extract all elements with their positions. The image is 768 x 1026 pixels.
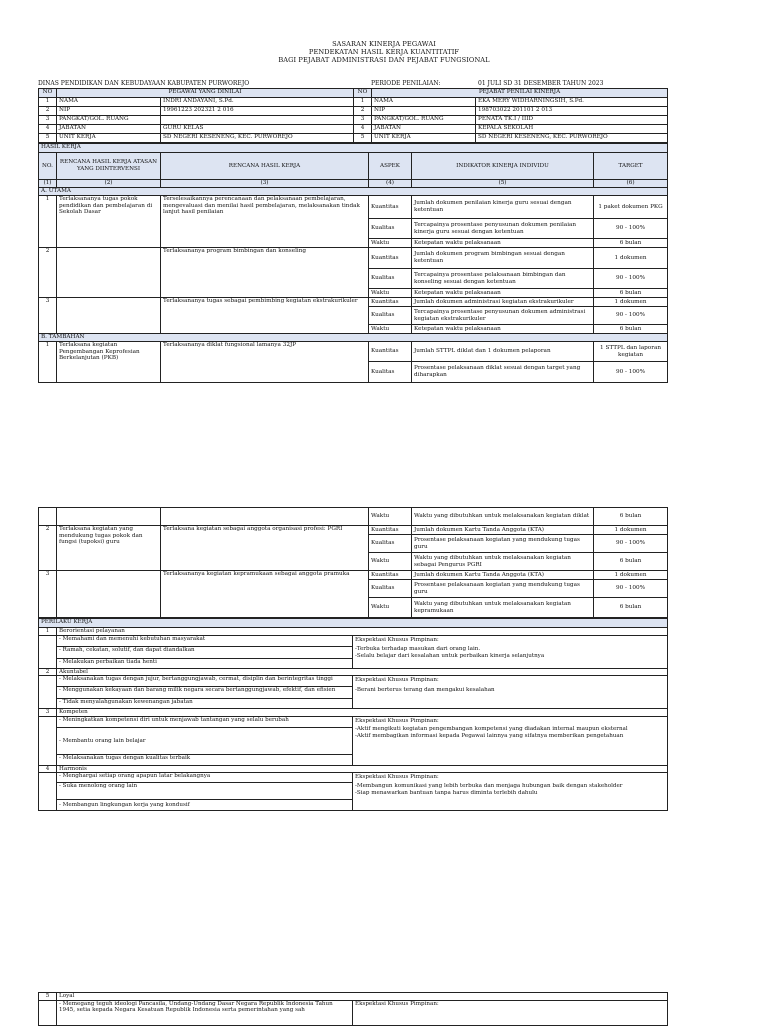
identity-table	[38, 88, 668, 143]
iki: Ketepatan waktu pelaksanaan	[412, 289, 594, 298]
pegawai-header: PEGAWAI YANG DINILAI	[57, 89, 354, 98]
atasan-text: Terlaksana kegiatan yang mendukung tugas pokok dan fungsi (tupoksi) guru	[57, 526, 161, 571]
aspek: Kualitas	[369, 580, 412, 598]
ekspektasi-label: Ekspektasi Khusus Pimpinan:	[355, 677, 439, 684]
perilaku-item	[39, 668, 668, 676]
doc-subtitle-2: BAGI PEJABAT ADMINISTRASI DAN PEJABAT FUNGSIONAL	[278, 56, 490, 65]
perilaku-table-continued	[38, 992, 668, 1026]
aspek: Kualitas	[369, 219, 412, 239]
perilaku-detail	[39, 635, 668, 668]
iki: Waktu yang dibutuhkan untuk melaksanakan kegiatan sebagai Pengurus PGRI	[412, 553, 594, 571]
behavior-point: - Melaksanakan tugas dengan jujur, bertanggungjawab, cermat, disiplin dan berintegritas tinggi	[57, 676, 352, 687]
col-number: (1)	[39, 180, 57, 188]
row-label: JABATAN	[372, 125, 476, 134]
perilaku-item	[39, 993, 668, 1001]
item-no: 1	[39, 196, 57, 248]
iki: Jumlah dokumen program bimbingan sesuai dengan ketentuan	[412, 248, 594, 269]
item-no: 2	[39, 526, 57, 571]
aspek: Waktu	[369, 289, 412, 298]
identity-row	[39, 107, 668, 116]
row-label: NAMA	[372, 98, 476, 107]
behavior-point: - Suka menolong orang lain	[57, 783, 352, 800]
perilaku-title: Akuntabel	[57, 668, 668, 676]
aspek: Kuantitas	[369, 298, 412, 307]
target: 1 dokumen	[594, 298, 668, 307]
col-number: (5)	[412, 180, 594, 188]
target: 6 bulan	[594, 325, 668, 334]
rencana-text: Terlaksananya tugas sebagai pembimbing kegiatan ekstrakurikuler	[161, 298, 369, 334]
row-label: PANGKAT/GOL. RUANG	[372, 116, 476, 125]
iki: Tercapainya prosentase pelaksanaan bimbingan dan konseling sesuai dengan ketentuan	[412, 269, 594, 289]
row-label: NIP	[57, 107, 161, 116]
target: 1 dokumen	[594, 248, 668, 269]
ekspektasi-label: Ekspektasi Khusus Pimpinan:	[355, 636, 439, 643]
perilaku-item	[39, 709, 668, 717]
no-header-right: NO	[354, 89, 372, 98]
iki: Prosentase pelaksanaan kegiatan yang mendukung tugas guru	[412, 535, 594, 553]
table-row	[39, 508, 668, 526]
aspek: Kuantitas	[369, 526, 412, 535]
doc-subtitle-1: PENDEKATAN HASIL KERJA KUANTITATIF	[308, 48, 460, 57]
row-no: 5	[39, 134, 57, 143]
aspek: Waktu	[369, 598, 412, 618]
aspek: Kualitas	[369, 362, 412, 383]
iki: Tercapainya prosentase penyusunan dokumen administrasi kegiatan ekstrakurikuler	[412, 307, 594, 325]
behavior-point: - Meningkatkan kompetensi diri untuk menjawab tantangan yang selalu berubah	[57, 717, 352, 728]
rencana-text: Terlaksananya kegiatan kepramukaan sebagai anggota pramuka	[161, 571, 369, 618]
row-label: UNIT KERJA	[57, 134, 161, 143]
item-no: 2	[39, 248, 57, 298]
ekspektasi-point: -Terbuka terhadap masukan dari orang lain.	[355, 646, 481, 653]
item-no: 3	[39, 298, 57, 334]
item-no: 5	[39, 993, 57, 1001]
ekspektasi-label: Ekspektasi Khusus Pimpinan:	[355, 774, 439, 781]
col-number: (3)	[161, 180, 369, 188]
row-label: PANGKAT/GOL. RUANG	[57, 116, 161, 125]
rencana-text	[161, 508, 369, 526]
aspek: Kualitas	[369, 535, 412, 553]
target: 1 dokumen	[594, 526, 668, 535]
row-label: NAMA	[57, 98, 161, 107]
identity-row	[39, 125, 668, 134]
aspek: Kuantitas	[369, 196, 412, 219]
behavior-point: - Membangun lingkungan kerja yang kondusif	[59, 802, 190, 809]
col-atasan: RENCANA HASIL KERJA ATASAN YANG DIINTERVENSI	[57, 153, 161, 180]
target: 90 - 100%	[594, 307, 668, 325]
pejabat-value: KEPALA SEKOLAH	[476, 125, 668, 134]
hasil-kerja-table-continued	[38, 507, 668, 618]
item-no	[39, 508, 57, 526]
section-tambahan: B. TAMBAHAN	[39, 334, 668, 342]
col-indikator: INDIKATOR KINERJA INDIVIDU	[412, 153, 594, 180]
meta-line	[38, 80, 667, 88]
atasan-text: Terlaksana kegiatan Pengembangan Keprofesian Berkelanjutan (PKB)	[57, 342, 161, 383]
perilaku-title: Berorientasi pelayanan	[57, 628, 668, 636]
row-no: 2	[39, 107, 57, 116]
ekspektasi-point: -Selalu belajar dari kesalahan untuk perbaikan kinerja selanjutnya	[355, 652, 545, 659]
atasan-text	[57, 248, 161, 298]
pejabat-header: PEJABAT PENILAI KINERJA	[372, 89, 668, 98]
behavior-point: - Memegang teguh ideologi Pancasila, Undang-Undang Dasar Negara Republik Indonesia Tahun 1945, setia kepada Negara Kesatuan Republik Indonesia serta pemerintahan yang sah	[57, 1000, 353, 1025]
behavior-point: - Membantu orang lain belajar	[57, 728, 352, 755]
row-no: 4	[39, 125, 57, 134]
target: 6 bulan	[594, 289, 668, 298]
behavior-point: - Tidak menyalahgunakan kewenangan jabatan	[59, 699, 193, 706]
perilaku-item	[39, 628, 668, 636]
pegawai-value: SD NEGERI KESENENG, KEC. PURWOREJO	[161, 134, 354, 143]
behavior-point: - Memahami dan memenuhi kebutuhan masyarakat	[57, 636, 352, 647]
item-no: 4	[39, 765, 57, 773]
col-target: TARGET	[594, 153, 668, 180]
col-number: (2)	[57, 180, 161, 188]
rencana-text: Terlaksana kegiatan sebagai anggota organisasi profesi: PGRI	[161, 526, 369, 571]
document-header	[0, 40, 768, 65]
pejabat-value: EKA MERY WIDHARNINGSIH, S.Pd.	[476, 98, 668, 107]
target: 1 dokumen	[594, 571, 668, 580]
col-aspek: ASPEK	[369, 153, 412, 180]
item-no: 2	[39, 668, 57, 676]
item-no: 1	[39, 628, 57, 636]
atasan-text	[57, 571, 161, 618]
ekspektasi-label: Ekspektasi Khusus Pimpinan:	[355, 717, 439, 724]
ekspektasi-point: -Membangun komunikasi yang lebih terbuka dan menjaga hubungan baik dengan stakeholder	[355, 782, 623, 789]
col-rencana: RENCANA HASIL KERJA	[161, 153, 369, 180]
row-no: 5	[354, 134, 372, 143]
aspek: Waktu	[369, 508, 412, 526]
instansi-label: DINAS PENDIDIKAN DAN KEBUDAYAAN KABUPATEN PURWOREJO	[38, 80, 250, 87]
perilaku-detail	[39, 773, 668, 811]
perilaku-item	[39, 765, 668, 773]
row-no: 3	[39, 116, 57, 125]
page-1-table	[38, 88, 667, 383]
row-label: JABATAN	[57, 125, 161, 134]
rencana-text: Terlaksananya diklat fungsional lamanya 32JP	[161, 342, 369, 383]
ekspektasi-point: -Siap menawarkan bantuan tanpa harus diminta terlebih dahulu	[355, 789, 538, 796]
no-header: NO	[39, 89, 57, 98]
page-3-table	[38, 992, 667, 1026]
identity-row	[39, 134, 668, 143]
identity-row	[39, 116, 668, 125]
iki: Ketepatan waktu pelaksanaan	[412, 325, 594, 334]
item-no: 3	[39, 709, 57, 717]
row-label: NIP	[372, 107, 476, 116]
pejabat-value: SD NEGERI KESENENG, KEC. PURWOREJO	[476, 134, 668, 143]
pejabat-value: PENATA TK.I / IIID	[476, 116, 668, 125]
perilaku-detail	[39, 1000, 668, 1025]
target: 6 bulan	[594, 508, 668, 526]
behavior-point: - Menggunakan kekayaan dan barang milik negara secara bertanggungjawab, efektif, dan efisien	[57, 687, 352, 699]
perilaku-title: Kompeten	[57, 709, 668, 717]
rencana-text: Terlaksananya program bimbingan dan konseling	[161, 248, 369, 298]
periode-value: 01 JULI SD 31 DESEMBER TAHUN 2023	[478, 80, 604, 87]
iki: Jumlah STTPL diklat dan 1 dokumen pelaporan	[412, 342, 594, 362]
table-row	[39, 298, 668, 307]
target: 6 bulan	[594, 598, 668, 618]
iki: Waktu yang dibutuhkan untuk melaksanakan kegiatan kepramukaan	[412, 598, 594, 618]
table-row	[39, 526, 668, 535]
atasan-text: Terlaksananya tugas pokok pendidikan dan pembelajaran di Sekolah Dasar	[57, 196, 161, 248]
table-row	[39, 571, 668, 580]
pegawai-value: GURU KELAS	[161, 125, 354, 134]
aspek: Waktu	[369, 325, 412, 334]
target: 90 - 100%	[594, 535, 668, 553]
iki: Waktu yang dibutuhkan untuk melaksanakan kegiatan diklat	[412, 508, 594, 526]
ekspektasi-point: -Berani berterus terang dan mengakui kesalahan	[355, 686, 495, 693]
iki: Tercapainya prosentase penyusunan dokumen penilaian kinerja guru sesuai dengan ketentuan	[412, 219, 594, 239]
aspek: Kualitas	[369, 307, 412, 325]
table-row	[39, 248, 668, 269]
row-no: 4	[354, 125, 372, 134]
pegawai-value: INDRI ANDAYANI, S.Pd.	[161, 98, 354, 107]
target: 90 - 100%	[594, 219, 668, 239]
row-label: UNIT KERJA	[372, 134, 476, 143]
target: 90 - 100%	[594, 362, 668, 383]
aspek: Kuantitas	[369, 248, 412, 269]
iki: Prosentase pelaksanaan kegiatan yang mendukung tugas guru	[412, 580, 594, 598]
behavior-point: - Melaksanakan tugas dengan kualitas terbaik	[59, 754, 191, 761]
iki: Jumlah dokumen Kartu Tanda Anggota (KTA)	[412, 526, 594, 535]
target: 1 paket dokumen PKG	[594, 196, 668, 219]
perilaku-detail	[39, 716, 668, 765]
section-hasil-kerja: HASIL KERJA	[39, 144, 668, 153]
target: 90 - 100%	[594, 269, 668, 289]
doc-title: SASARAN KINERJA PEGAWAI	[332, 40, 436, 48]
target: 90 - 100%	[594, 580, 668, 598]
table-row	[39, 196, 668, 219]
perilaku-title: Loyal	[57, 993, 668, 1001]
pegawai-value: 19961223 202321 2 016	[161, 107, 354, 116]
atasan-text	[57, 508, 161, 526]
target: 1 STTPL dan laporan kegiatan	[594, 342, 668, 362]
iki: Ketepatan waktu pelaksanaan	[412, 239, 594, 248]
iki: Jumlah dokumen penilaian kinerja guru sesuai dengan ketentuan	[412, 196, 594, 219]
target: 6 bulan	[594, 553, 668, 571]
table-row	[39, 342, 668, 362]
iki: Jumlah dokumen administrasi kegiatan ekstrakurikuler	[412, 298, 594, 307]
aspek: Waktu	[369, 239, 412, 248]
aspek: Waktu	[369, 553, 412, 571]
pejabat-value: 198703022 201101 2 013	[476, 107, 668, 116]
aspek: Kualitas	[369, 269, 412, 289]
ekspektasi-point: -Aktif mengikuti kegiatan pengembangan kompetensi yang diadakan internal maupun eksternal	[355, 726, 628, 733]
behavior-point: - Melakukan perbaikan tiada henti	[59, 658, 157, 665]
identity-row	[39, 98, 668, 107]
rencana-text: Terselesaikannya perencanaan dan pelaksanaan pembelajaran, mengevaluasi dan menilai hasil pembelajaran, melaksanakan tindak lanjut hasil penilaian	[161, 196, 369, 248]
row-no: 2	[354, 107, 372, 116]
behavior-point: - Ramah, cekatan, solutif, dan dapat diandalkan	[57, 647, 352, 659]
behavior-point: - Menghargai setiap orang apapun latar belakangnya	[57, 773, 352, 783]
periode-label: PERIODE PENILAIAN:	[371, 80, 441, 87]
perilaku-title: Harmonis	[57, 765, 668, 773]
item-no: 1	[39, 342, 57, 383]
row-no: 1	[39, 98, 57, 107]
row-no: 3	[354, 116, 372, 125]
atasan-text	[57, 298, 161, 334]
page-2-table	[38, 507, 667, 811]
aspek: Kuantitas	[369, 342, 412, 362]
col-no: NO.	[39, 153, 57, 180]
section-utama: A. UTAMA	[39, 188, 668, 196]
pegawai-value	[161, 116, 354, 125]
col-number: (6)	[594, 180, 668, 188]
section-perilaku: PERILAKU KERJA	[39, 619, 668, 628]
iki: Prosentase pelaksanaan diklat sesuai dengan target yang diharapkan	[412, 362, 594, 383]
row-no: 1	[354, 98, 372, 107]
perilaku-detail	[39, 676, 668, 709]
item-no: 3	[39, 571, 57, 618]
aspek: Kuantitas	[369, 571, 412, 580]
target: 6 bulan	[594, 239, 668, 248]
col-number: (4)	[369, 180, 412, 188]
iki: Jumlah dokumen Kartu Tanda Anggota (KTA)	[412, 571, 594, 580]
perilaku-table	[38, 618, 668, 811]
ekspektasi-label: Ekspektasi Khusus Pimpinan:	[353, 1000, 668, 1025]
hasil-kerja-table	[38, 143, 668, 383]
ekspektasi-point: -Aktif membagikan informasi kepada Pegawai lainnya yang sifatnya memberikan pengetahuan	[355, 732, 624, 739]
